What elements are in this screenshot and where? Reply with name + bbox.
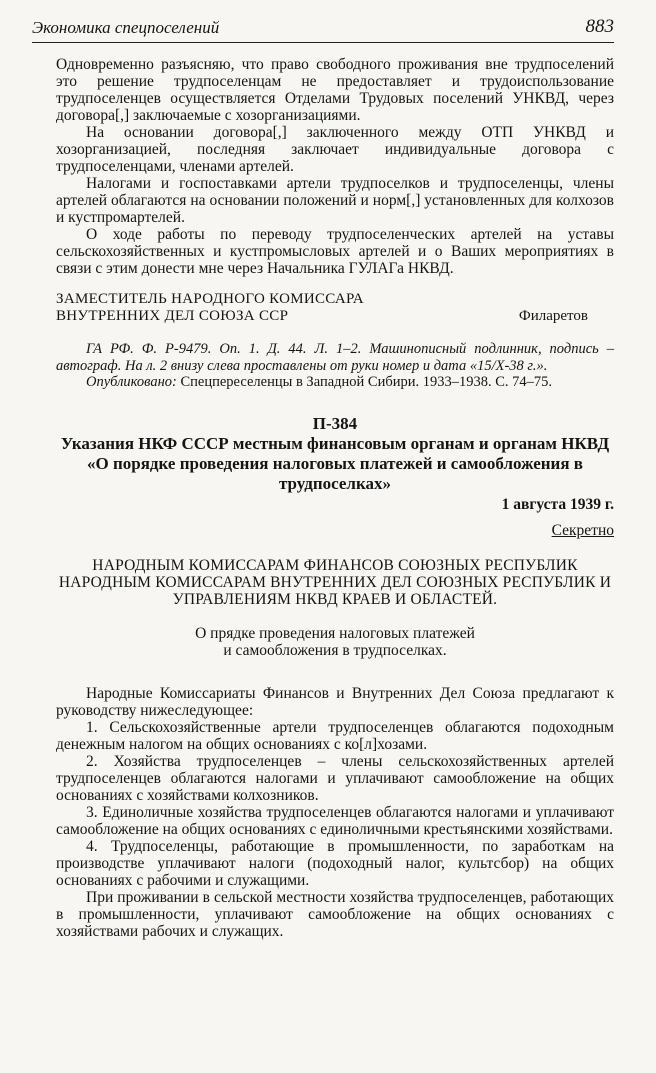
page-body: [56, 56, 614, 940]
signatory-title-line: ЗАМЕСТИТЕЛЬ НАРОДНОГО КОМИССАРА: [56, 291, 364, 307]
paragraph: 4. Трудпоселенцы, работающие в промышленности, по заработкам на производстве уплачивают налоги (подоходный налог, культсбор) на общих основаниях с рабочими и служащими.: [56, 837, 614, 889]
document-date: 1 августа 1939 г.: [501, 495, 614, 513]
published-citation: Спецпереселенцы в Западной Сибири. 1933–1938. С. 74–75.: [180, 374, 553, 390]
signature-block: [56, 291, 614, 325]
paragraph: Народные Комиссариаты Финансов и Внутренних Дел Союза предлагают к руководству нижеследующее:: [56, 684, 614, 719]
paragraph: На основании договора[,] заключенного между ОТП УНКВД и хозорганизацией, последняя заключает индивидуальные договора с трудпоселенцами, членами артелей.: [56, 124, 614, 175]
paragraph: 3. Единоличные хозяйства трудпоселенцев облагаются налогами и уплачивают самообложение на общих основаниях с единоличными крестьянскими хозяйствами.: [56, 803, 614, 838]
running-header: [32, 16, 614, 43]
publication-reference: [56, 374, 614, 391]
paragraph: Налогами и госпоставками артели трудпоселков и трудпоселенцы, члены артелей облагаются на основании положений и норм[,] установленных для колхозов и кустпромартелей.: [56, 175, 614, 226]
page-number: 883: [585, 16, 614, 37]
published-label: Опубликовано:: [86, 374, 177, 390]
paragraph: 1. Сельскохозяйственные артели трудпоселенцев облагаются подоходным денежным налогом на общих основаниях с ко[л]хозами.: [56, 718, 614, 753]
paragraph: При проживании в сельской местности хозяйства трудпоселенцев, работающих в промышленности, уплачивают самообложение на общих основаниях с хозяйствами рабочих и служащих.: [56, 888, 614, 940]
subject-line: и самообложения в трудпоселках.: [223, 641, 447, 659]
paragraph: 2. Хозяйства трудпоселенцев – члены сельскохозяйственных артелей трудпоселенцев облагаются налогами и уплачивают самообложение на общих основаниях с хозяйствами колхозников.: [56, 752, 614, 804]
document-number: П-384: [312, 413, 358, 433]
classification-mark: Секретно: [551, 521, 614, 539]
archive-reference: ГА РФ. Ф. Р-9479. Оп. 1. Д. 44. Л. 1–2. Машинописный подлинник, подпись – автограф. На л. 2 внизу слева проставлены от руки номер и дата «15/Х-38 г.».: [56, 341, 614, 374]
section-title: Экономика спецпоселений: [32, 18, 220, 37]
signatory-name: Филаретов: [518, 308, 588, 324]
paragraph: О ходе работы по переводу трудпоселенческих артелей на уставы сельскохозяйственных и кустпромысловых артелей и о Ваших мероприятиях в связи с этим донести мне через Начальника ГУЛАГа НКВД.: [56, 226, 614, 277]
addressee: НАРОДНЫМ КОМИССАРАМ ФИНАНСОВ СОЮЗНЫХ РЕСПУБЛИК НАРОДНЫМ КОМИССАРАМ ВНУТРЕННИХ ДЕЛ СОЮЗНЫХ РЕСПУБЛИК И УПРАВЛЕНИЯМ НКВД КРАЕВ И ОБЛАСТЕЙ.: [58, 556, 612, 608]
signatory-title-line: ВНУТРЕННИХ ДЕЛ СОЮЗА ССР: [56, 308, 289, 324]
document-subject: [56, 625, 614, 659]
document-title: Указания НКФ СССР местным финансовым органам и органам НКВД «О порядке проведения налоговых платежей и самообложения в трудпоселках»: [60, 433, 610, 493]
subject-line: О прядке проведения налоговых платежей: [195, 624, 475, 642]
paragraph: Одновременно разъясняю, что право свободного проживания вне трудпоселений это решение трудпоселенцам не предоставляет и трудоиспользование трудпоселенцев осуществляется Отделами Трудовых поселений УНКВД, через договора[,] заключаемые с хозорганизациями.: [56, 56, 614, 124]
